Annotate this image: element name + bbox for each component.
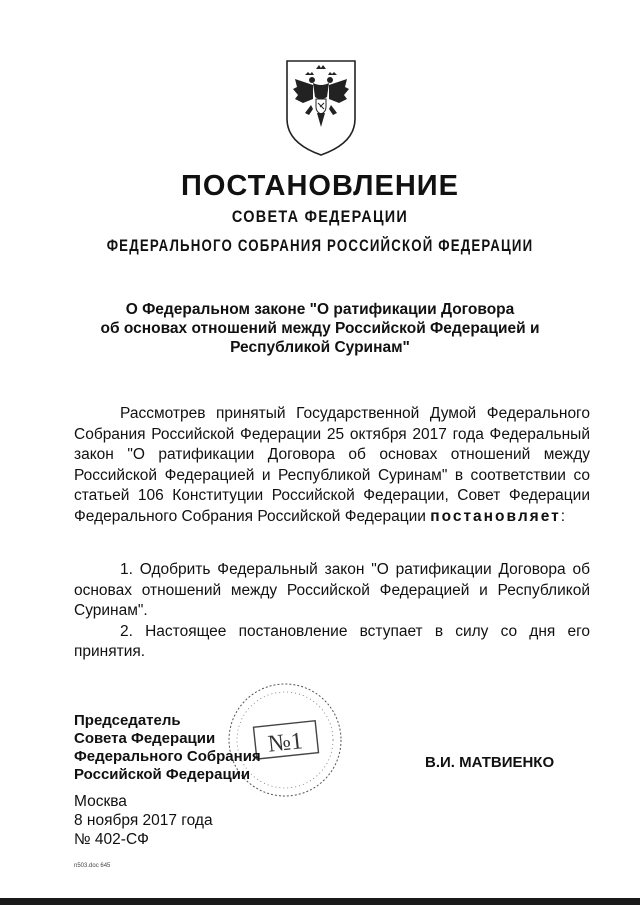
document-title: ПОСТАНОВЛЕНИЕ	[181, 170, 459, 202]
resolution-verb: постановляет	[430, 507, 561, 525]
resolution-preamble	[74, 404, 590, 527]
date: 8 ноября 2017 года	[74, 812, 213, 829]
file-reference: n503.doc 645	[74, 863, 111, 869]
preamble-colon: :	[560, 507, 566, 525]
subject-line: Республикой Суринам"	[230, 339, 410, 356]
scan-edge-bar	[0, 898, 640, 905]
subject-line: О Федеральном законе "О ратификации Договора	[125, 301, 515, 318]
signatory-title-line: Российской Федерации	[74, 766, 251, 783]
resolution-items	[74, 560, 590, 663]
document-subject	[80, 300, 560, 357]
stamp-number: №1	[266, 728, 305, 758]
subject-line: об основах отношений между Российской Федерацией и	[100, 320, 540, 337]
signatory-name: В.И. МАТВИЕНКО	[425, 754, 555, 771]
document-subtitle-assembly: ФЕДЕРАЛЬНОГО СОБРАНИЯ РОССИЙСКОЙ ФЕДЕРАЦИИ	[106, 236, 534, 255]
signatory-title-line: Федерального Собрания	[74, 748, 261, 765]
document-subtitle-council: СОВЕТА ФЕДЕРАЦИИ	[231, 207, 409, 226]
preamble-paragraph	[74, 404, 590, 527]
resolution-item: 2. Настоящее постановление вступает в силу со дня его принятия.	[74, 622, 590, 660]
resolution-item: 1. Одобрить Федеральный закон "О ратификации Договора об основах отношений между Российской Федерацией и Республикой Суринам".	[74, 561, 590, 619]
city: Москва	[74, 793, 127, 810]
signatory-title-line: Совета Федерации	[74, 730, 216, 747]
coat-of-arms-icon	[283, 57, 359, 157]
document-number: № 402-СФ	[74, 831, 149, 848]
signature-block	[74, 712, 261, 784]
place-date-block	[74, 792, 213, 849]
signatory-title-line: Председатель	[74, 712, 181, 729]
preamble-text: Рассмотрев принятый Государственной Думой Федерального Собрания Российской Федерации 25 октября 2017 года Федеральный закон "О ратификации Договора об основах отношений между Российской Федерацией и Республикой Суринам" в соответствии со статьей 106 Конституции Российской Федерации, Совет Федерации Федерального Собрания Российской Федерации	[74, 405, 590, 525]
